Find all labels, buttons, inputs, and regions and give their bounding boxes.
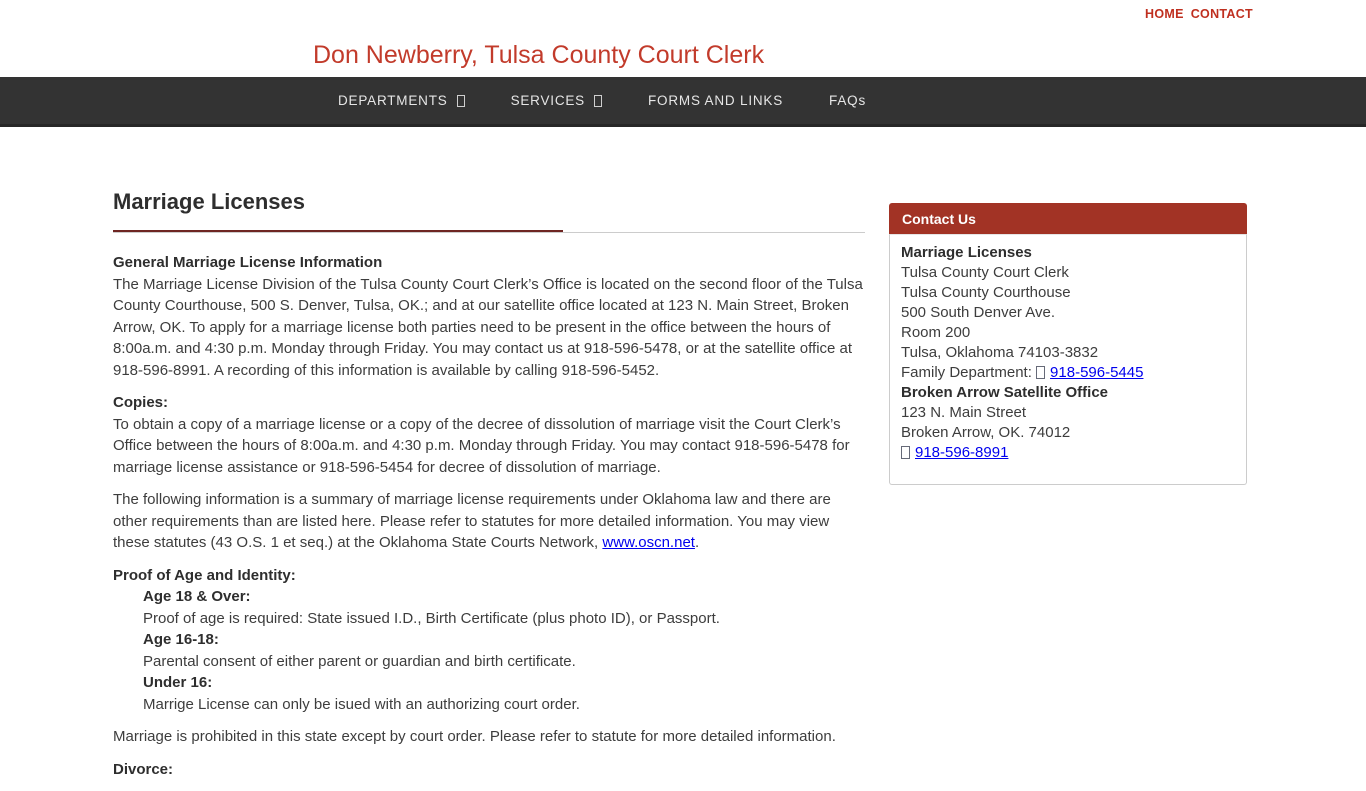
- nav-item-services[interactable]: [511, 93, 602, 108]
- divider-accent-line: [113, 230, 563, 232]
- family-department-phone-link[interactable]: 918-596-5445: [1050, 364, 1144, 381]
- body-text: The Marriage License Division of the Tulsa County Court Clerk’s Office is located on the second floor of the Tulsa County Courthouse, 500 S. Denver, Tulsa, OK.; and at our satellite office located at 123 N. Main Street, Broken Arrow, OK. To apply for a marriage license both parties need to be present in the office between the hours of 8:00a.m. and 4:30 p.m. Monday through Friday. You may contact us at 918-596-5478, or at the satellite office at 918-596-8991. A recording of this information is available by calling 918-596-5452.: [113, 275, 863, 379]
- body-text: The following information is a summary of marriage license requirements under Oklahoma law and there are other requirements than are listed here. Please refer to statutes for more detailed information. You may view these statutes (43 O.S. 1 et seq.) at the Oklahoma State Courts Network,: [113, 491, 831, 551]
- bold-text: Proof of Age and Identity:: [113, 566, 296, 584]
- bold-text: Divorce:: [113, 760, 174, 778]
- contact-text: 500 South Denver Ave.: [901, 304, 1055, 321]
- contact-text: Tulsa, Oklahoma 74103-3832: [901, 344, 1099, 361]
- nav-item-faqs[interactable]: [829, 93, 866, 108]
- paragraph: [113, 759, 865, 781]
- contact-line: [901, 343, 1235, 363]
- oscn-link[interactable]: www.oscn.net: [602, 534, 695, 551]
- topbar: [1145, 7, 1253, 21]
- title-divider: [113, 230, 865, 233]
- phone-icon: [901, 446, 910, 459]
- contact-line: [901, 383, 1235, 403]
- main-nav: [0, 77, 1366, 127]
- contact-text: Family Department:: [901, 364, 1037, 381]
- nav-item-departments[interactable]: [338, 93, 465, 108]
- nav-item-label: SERVICES: [510, 93, 585, 108]
- contact-line: [901, 303, 1235, 323]
- contact-box: [889, 203, 1247, 485]
- contact-line: [901, 423, 1235, 443]
- topbar-links: [1145, 7, 1253, 21]
- contact-text: 123 N. Main Street: [901, 404, 1027, 421]
- contact-line: [901, 443, 1235, 463]
- body-text: Parental consent of either parent or guardian and birth certificate.: [143, 652, 576, 670]
- nav-item-label: FORMS AND LINKS: [648, 93, 784, 108]
- body-text: .: [694, 534, 700, 551]
- body-text: Marrige License can only be isued with an authorizing court order.: [143, 695, 580, 713]
- site-title: Don Newberry, Tulsa County Court Clerk: [313, 41, 765, 69]
- contact-line: [901, 283, 1235, 303]
- topbar-link-contact[interactable]: CONTACT: [1190, 7, 1253, 21]
- contact-subheading: Marriage Licenses: [901, 244, 1032, 261]
- broken-arrow-phone-link[interactable]: 918-596-8991: [915, 444, 1009, 461]
- contact-line: [901, 243, 1235, 263]
- body-text: To obtain a copy of a marriage license or a copy of the decree of dissolution of marriage visit the Court Clerk’s Office between the hours of 8:00a.m. and 4:30 p.m. Monday through Friday. You may contact 918-596-5478 for marriage license assistance or 918-596-5454 for decree of dissolution of marriage.: [113, 415, 850, 476]
- bold-text: Under 16:: [143, 674, 213, 691]
- main-content: [113, 188, 865, 791]
- phone-icon: [1036, 366, 1045, 379]
- contact-text: Broken Arrow, OK. 74012: [901, 424, 1071, 441]
- contact-line: [901, 363, 1235, 383]
- topbar-link-home[interactable]: HOME: [1145, 7, 1184, 21]
- contact-subheading: Broken Arrow Satellite Office: [901, 384, 1108, 401]
- body-text: Marriage is prohibited in this state except by court order. Please refer to statute for more detailed information.: [113, 728, 836, 745]
- paragraph: [113, 489, 865, 554]
- paragraph: [113, 565, 865, 716]
- contact-box-header: Contact Us: [889, 203, 1247, 234]
- contact-text: Tulsa County Court Clerk: [901, 264, 1069, 281]
- nav-item-label: FAQs: [829, 93, 866, 108]
- paragraph: [113, 252, 865, 381]
- nav-item-forms-and-links[interactable]: [648, 93, 783, 108]
- body-text: Proof of age is required: State issued I.D., Birth Certificate (plus photo ID), or Passport.: [143, 609, 720, 627]
- contact-text: Room 200: [901, 324, 971, 341]
- paragraph: [113, 726, 865, 748]
- contact-text: Tulsa County Courthouse: [901, 284, 1071, 301]
- bold-text: Age 16-18:: [143, 631, 219, 648]
- dropdown-indicator-icon: [594, 95, 602, 107]
- bold-text: General Marriage License Information: [113, 254, 383, 271]
- article-body: [113, 252, 865, 780]
- nav-item-label: DEPARTMENTS: [338, 93, 448, 108]
- bold-text: Age 18 & Over:: [143, 588, 251, 605]
- contact-line: [901, 263, 1235, 283]
- page-title: Marriage Licenses: [113, 189, 305, 214]
- contact-line: [901, 323, 1235, 343]
- bold-text: Copies:: [113, 394, 169, 411]
- sidebar: [889, 203, 1247, 485]
- paragraph: [113, 392, 865, 478]
- dropdown-indicator-icon: [457, 95, 465, 107]
- contact-box-body: [889, 234, 1247, 485]
- contact-line: [901, 403, 1235, 423]
